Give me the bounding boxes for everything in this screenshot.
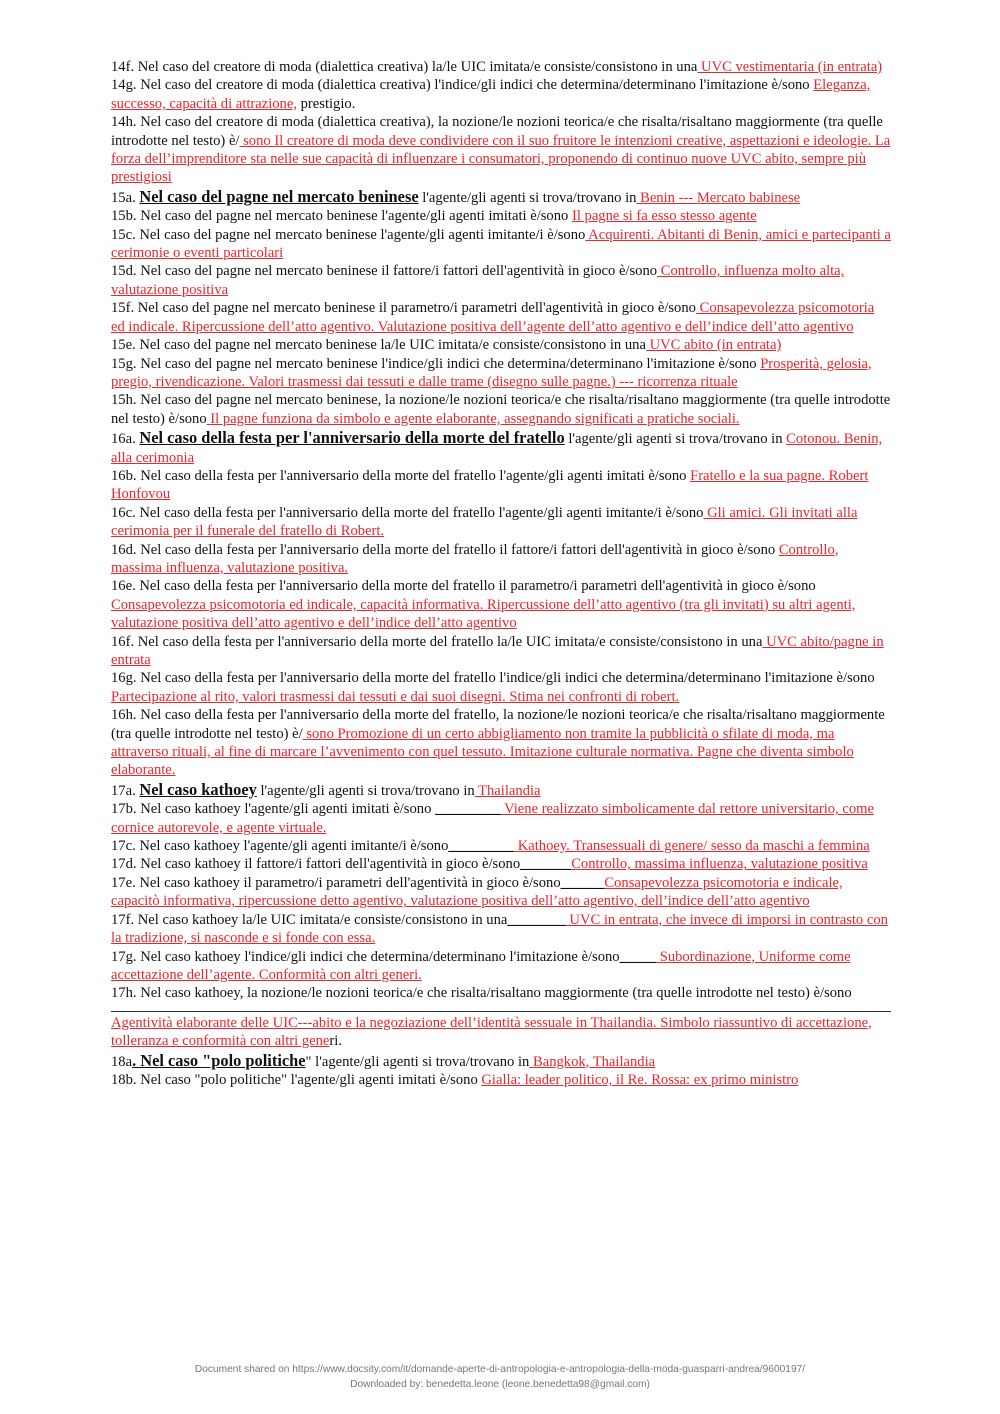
answer-blank: ________ xyxy=(507,911,566,928)
footer-downloaded-by: Downloaded by: benedetta.leone (leone.benedetta98@gmail.com) xyxy=(350,1379,650,1390)
question-item xyxy=(111,1014,891,1051)
case-heading: Nel caso della festa per l'anniversario della morte del fratello xyxy=(139,428,565,448)
question-item xyxy=(111,299,891,336)
question-item xyxy=(111,429,891,467)
question-text: 16h. Nel caso della festa per l'anniversario della morte del fratello, la nozione/le nozioni teorica/e che risalta/risaltano maggiormente (tra quelle introdotte nel testo) è/ xyxy=(111,707,885,742)
answer-text: Controllo, influenza molto alta, valutazione positiva xyxy=(111,263,845,298)
question-text: 14f. Nel caso del creatore di moda (dialettica creativa) la/le UIC imitata/e consiste/consistono in una xyxy=(111,59,698,75)
answer-tail: ri. xyxy=(329,1033,342,1050)
question-item xyxy=(111,226,891,263)
answer-text: Kathoey. Transessuali di genere/ sesso da maschi a femmina xyxy=(514,838,870,855)
document-body xyxy=(111,58,891,1089)
question-text: 15d. Nel caso del pagne nel mercato beninese il fattore/i fattori dell'agentività in gioco è/sono xyxy=(111,263,658,280)
question-item xyxy=(111,188,891,207)
answer-text: sono Il creatore di moda deve condividere con il suo fruitore le intenzioni creative, aspettazioni e ideologie. La forza dell’imprenditore sta nelle sue capacità di influenzare i consumatori, proponendo di continuo nuove UVC abito, sempre più prestigiosi xyxy=(111,132,891,186)
question-text: 17f. Nel caso kathoey la/le UIC imitata/e consiste/consistono in una xyxy=(111,911,508,928)
question-text: 16c. Nel caso della festa per l'anniversario della morte del fratello l'agente/gli agenti imitante/i è/sono xyxy=(111,504,704,521)
question-text: 16e. Nel caso della festa per l'anniversario della morte del fratello il parametro/i parametri dell'agentività in gioco è/sono xyxy=(111,578,816,595)
question-text: 16d. Nel caso della festa per l'anniversario della morte del fratello il fattore/i fattori dell'agentività in gioco è/sono xyxy=(111,541,779,558)
question-item xyxy=(111,1071,891,1089)
question-text: 15f. Nel caso del pagne nel mercato beninese il parametro/i parametri dell'agentività in gioco è/sono xyxy=(111,300,696,317)
question-item xyxy=(111,113,891,187)
question-number: 15a. xyxy=(111,189,140,206)
answer-text: Viene realizzato simbolicamente dal rettore universitario, come cornice autorevole, e agente virtuale. xyxy=(111,801,874,836)
answer-text: Cotonou. Benin, alla cerimonia xyxy=(111,431,883,466)
answer-blank: ______ xyxy=(560,874,605,891)
question-item xyxy=(111,504,891,541)
question-text: 17e. Nel caso kathoey il parametro/i parametri dell'agentività in gioco è/sono xyxy=(111,874,561,891)
answer-text: UVC in entrata, che invece di imporsi in contrasto con la tradizione, si nasconde e si fonde con essa. xyxy=(111,911,888,947)
question-item xyxy=(111,781,891,800)
answer-text: Partecipazione al rito, valori trasmessi dai tessuti e dai suoi disegni. Stima nei confronti di robert. xyxy=(111,688,680,705)
question-item xyxy=(111,911,891,948)
question-text: 17g. Nel caso kathoey l'indice/gli indici che determina/determinano l'imitazione è/sono xyxy=(111,948,620,965)
answer-text: UVC vestimentaria (in entrata) xyxy=(697,59,883,75)
question-item xyxy=(111,76,891,113)
question-text: 17d. Nel caso kathoey il fattore/i fattori dell'agentività in gioco è/sono xyxy=(111,856,521,873)
answer-tail: prestigio. xyxy=(296,95,356,112)
answer-text: Controllo, massima influenza, valutazione positiva. xyxy=(111,541,839,576)
question-number: 17a. xyxy=(111,782,140,799)
answer-text: Benin --- Mercato babinese xyxy=(636,189,801,206)
answer-divider-line xyxy=(111,1011,891,1012)
question-text: l'agente/gli agenti si trova/trovano in xyxy=(564,431,787,448)
question-item xyxy=(111,355,891,392)
answer-blank: _______ xyxy=(520,856,572,873)
answer-text: Fratello e la sua pagne. Robert Honfovou xyxy=(111,467,869,503)
question-text: 15h. Nel caso del pagne nel mercato beninese, la nozione/le nozioni teorica/e che risalta/risaltano maggiormente (tra quelle introdotte nel testo) è/sono xyxy=(111,392,891,427)
answer-text: Subordinazione, Uniforme come accettazione dell’agente. Conformità con altri generi. xyxy=(111,948,851,983)
answer-text: Consapevolezza psicomotoria ed indicale. Ripercussione dell’atto agentivo. Valutazione positiva dell’agente dell’atto agentivo e dell’indice dell’atto agentivo xyxy=(111,300,875,335)
question-text: 15b. Nel caso del pagne nel mercato beninese l'agente/gli agenti imitati è/sono xyxy=(111,208,572,225)
answer-text: Acquirenti. Abitanti di Benin, amici e partecipanti a cerimonie o eventi particolari xyxy=(111,226,891,262)
question-text: 17c. Nel caso kathoey l'agente/gli agenti imitante/i è/sono xyxy=(111,838,449,855)
answer-text: Eleganza, successo, capacità di attrazione, xyxy=(111,77,871,112)
question-text: 16f. Nel caso della festa per l'anniversario della morte del fratello la/le UIC imitata/e consiste/consistono in una xyxy=(111,633,763,650)
question-item xyxy=(111,207,891,225)
answer-text: Thailandia xyxy=(474,782,541,799)
question-text: 15g. Nel caso del pagne nel mercato beninese l'indice/gli indici che determina/determinano l'imitazione è/sono xyxy=(111,355,761,372)
answer-text: Consapevolezza psicomotoria ed indicale, capacità informativa. Ripercussione dell’atto agentivo (tra gli invitati) su altri agenti, valutazione positiva dell’atto agentivo e dell’indice dell’atto agentivo xyxy=(111,596,856,632)
answer-text: Gialla: leader politico, il Re. Rossa: ex primo ministro xyxy=(481,1071,799,1088)
question-item xyxy=(111,669,891,706)
question-text: 17h. Nel caso kathoey, la nozione/le nozioni teorica/e che risalta/risaltano maggiormente (tra quelle introdotte nel testo) è/sono xyxy=(111,985,852,1002)
question-item xyxy=(111,633,891,670)
question-text: " l'agente/gli agenti si trova/trovano in xyxy=(305,1053,530,1070)
answer-text: Il pagne si fa esso stesso agente xyxy=(571,208,757,225)
footer-source-line: Document shared on https://www.docsity.com/it/domande-aperte-di-antropologia-e-antropologia-della-moda-guasparri-andrea/9600197/ xyxy=(194,1364,806,1375)
answer-text: Gli amici. Gli invitati alla cerimonia per il funerale del fratello di Robert. xyxy=(111,504,858,540)
question-item xyxy=(111,948,891,985)
answer-blank: _________ xyxy=(435,801,501,818)
question-text: 14h. Nel caso del creatore di moda (dialettica creativa), la nozione/le nozioni teorica/e che risalta/risaltano maggiormente (tra quelle introdotte nel testo) è/ xyxy=(111,114,883,149)
case-heading: Nel caso kathoey xyxy=(139,779,257,799)
answer-text: Il pagne funziona da simbolo e agente elaborante, assegnando significati a pratiche sociali. xyxy=(206,410,740,427)
question-item xyxy=(111,262,891,299)
question-item xyxy=(111,800,891,837)
question-item xyxy=(111,577,891,632)
question-item xyxy=(111,837,891,855)
answer-text: Prosperità, gelosia, pregio, rivendicazione. Valori trasmessi dai tessuti e dalle trame (disegno sulle pagne.) --- ricorrenza rituale xyxy=(111,355,872,390)
question-text: 17b. Nel caso kathoey l'agente/gli agenti imitati è/sono xyxy=(111,801,436,818)
question-text: 15e. Nel caso del pagne nel mercato beninese la/le UIC imitata/e consiste/consistono in una xyxy=(111,337,646,354)
question-item xyxy=(111,1052,891,1071)
question-text: 14g. Nel caso del creatore di moda (dialettica creativa) l'indice/gli indici che determina/determinano l'imitazione è/sono xyxy=(111,77,814,94)
answer-text: Bangkok, Thailandia xyxy=(529,1053,656,1070)
question-item xyxy=(111,391,891,428)
question-item xyxy=(111,855,891,873)
question-item xyxy=(111,336,891,354)
answer-blank: _____ xyxy=(619,948,657,965)
case-heading: Nel caso del pagne nel mercato beninese xyxy=(139,186,419,206)
question-text: l'agente/gli agenti si trova/trovano in xyxy=(418,189,637,206)
answer-text: Controllo, massima influenza, valutazione positiva xyxy=(571,856,868,873)
question-item xyxy=(111,874,891,911)
answer-text: Consapevolezza psicomotoria e indicale, capacitò informativa, ripercussione detto agentivo, valutazione positiva dell’atto agentivo, dell’indice dell’atto agentivo xyxy=(111,874,843,910)
question-item xyxy=(111,984,891,1002)
question-text: 15c. Nel caso del pagne nel mercato beninese l'agente/gli agenti imitante/i è/sono xyxy=(111,226,586,243)
question-item xyxy=(111,706,891,780)
question-number: 18a xyxy=(111,1053,133,1070)
answer-blank: _________ xyxy=(448,838,515,855)
answer-text: UVC abito/pagne in entrata xyxy=(111,633,884,668)
question-text: 18b. Nel caso "polo politiche" l'agente/gli agenti imitati è/sono xyxy=(111,1071,482,1088)
question-text: 16b. Nel caso della festa per l'anniversario della morte del fratello l'agente/gli agenti imitati è/sono xyxy=(111,467,691,484)
question-item xyxy=(111,58,891,76)
answer-text: Agentività elaborante delle UIC---abito e la negoziazione dell’identità sessuale in Thailandia. Simbolo riassuntivo di accettazione, tolleranza e conformità con altri gene xyxy=(111,1014,872,1050)
question-number: 16a. xyxy=(111,431,140,448)
answer-text: UVC abito (in entrata) xyxy=(645,337,782,354)
question-text: l'agente/gli agenti si trova/trovano in xyxy=(256,782,475,799)
question-text: 16g. Nel caso della festa per l'anniversario della morte del fratello l'indice/gli indici che determina/determinano l'imitazione è/sono xyxy=(111,670,875,687)
answer-text: sono Promozione di un certo abbigliamento non tramite la pubblicità o sfilate di moda, ma attraverso rituali, al fine di marcare l’avvenimento con quel tessuto. Imitazione culturale normativa. Pagne che diventa simbolo elaborante. xyxy=(111,725,854,779)
question-item xyxy=(111,541,891,578)
download-footer xyxy=(0,1362,1000,1392)
question-item xyxy=(111,467,891,504)
case-heading: . Nel caso "polo politiche xyxy=(132,1050,306,1070)
